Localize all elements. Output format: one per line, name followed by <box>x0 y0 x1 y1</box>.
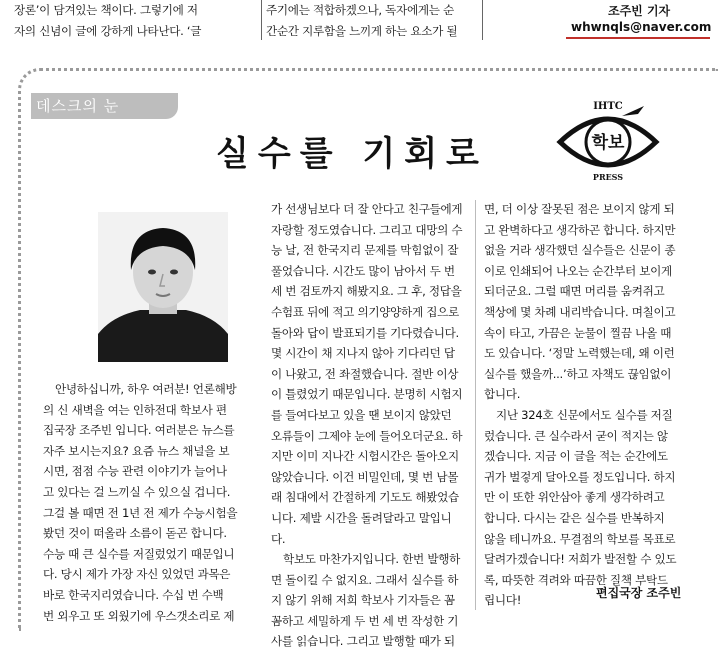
text-line: 지만 이미 지나간 시험시간은 돌아오지 <box>271 449 459 464</box>
text-line: 속이 타고, 가끔은 눈물이 찔끔 나올 때 <box>484 325 672 340</box>
text-line: 이 틀렸었기 때문입니다. 분명히 시험지 <box>271 387 463 402</box>
headline: 실수를 기회로 <box>216 134 488 174</box>
text-line: 만 이 또한 위안삼아 좋게 생각하려고 <box>484 490 665 505</box>
text-line: 지 않기 위해 저희 학보사 기자들은 꼼 <box>271 593 455 608</box>
text-line: 면 돌이킬 수 없지요. 그래서 실수를 하 <box>271 572 459 587</box>
byline: 편집국장 조주빈 <box>596 586 682 600</box>
text-line: 다. 당시 제가 가장 자신 있었던 과목은 <box>43 567 231 582</box>
article-column-2 <box>271 199 471 652</box>
text-line: 지난 324호 신문에서도 실수를 저질 <box>496 407 673 422</box>
text-line: 번 외우고 또 외웠기에 우스갯소리로 제 <box>43 608 235 623</box>
text-line: 오류들이 그제야 눈에 들어오더군요. 하 <box>271 428 463 443</box>
text-line: 이로 인쇄되어 나오는 순간부터 보이게 <box>484 263 672 278</box>
text-line: 록, 따뜻한 격려와 따끔한 질책 부탁드 <box>484 572 668 587</box>
text-line: 봤던 것이 떠올라 소름이 돋곤 합니다. <box>43 526 227 541</box>
logo-bottom-text: PRESS <box>592 172 624 182</box>
text-line: 간순간 지루함을 느끼게 하는 요소가 될 <box>266 23 458 38</box>
text-line: 장론’이 담겨있는 책이다. 그렇기에 저 <box>14 3 198 17</box>
text-line: 풀었습니다. 시간도 많이 남아서 두 번 <box>271 263 455 278</box>
previous-article-column-1 <box>14 0 259 41</box>
text-line: 능 날, 전 한국지리 문제를 막힘없이 잘 <box>271 243 459 258</box>
text-line: 책상에 몇 차례 내리박습니다. 며칠이고 <box>484 304 676 319</box>
text-line: 겠습니다. 지금 이 글을 적는 순간에도 <box>484 449 668 464</box>
column-divider <box>482 0 483 40</box>
reporter-email[interactable]: whwnqls@naver.com <box>571 20 712 34</box>
article-column-3 <box>484 199 684 611</box>
text-line: 세 번 검토까지 해봤지요. 그 후, 정답을 <box>271 284 462 299</box>
text-line: 고 완벽하다고 생각하곤 합니다. 하지만 <box>484 222 676 237</box>
text-line: 합니다. 다시는 같은 실수를 반복하지 <box>484 510 665 525</box>
text-line: 가 선생님보다 더 잘 안다고 친구들에게 <box>271 202 463 216</box>
logo-top-text: IHTC <box>593 101 623 112</box>
text-line: 않을 테니까요. 무결점의 학보를 목표로 <box>484 531 676 546</box>
text-line: 고 있다는 걸 느끼실 수 있으실 겁니다. <box>43 484 231 499</box>
article-column-1 <box>43 379 255 626</box>
email-underline <box>566 37 710 39</box>
text-line: 시면, 점점 수능 관련 이야기가 늘어나 <box>43 464 227 479</box>
text-line: 다. <box>271 531 286 546</box>
text-line: 자랑할 정도였습니다. 그리고 대망의 수 <box>271 222 463 237</box>
text-line: 합니다. <box>484 387 521 402</box>
text-line: 자의 신념이 글에 강하게 나타난다. ‘글 <box>14 23 202 38</box>
reporter-name: 조주빈 기자 <box>608 4 671 18</box>
text-line: 않았습니다. 이건 비밀인데, 몇 번 남몰 <box>271 469 459 484</box>
column-divider <box>475 200 476 610</box>
text-line: 주기에는 적합하겠으나, 독자에게는 순 <box>266 3 454 17</box>
previous-article-strip <box>0 0 718 44</box>
text-line: 도 있습니다. ‘정말 노력했는데, 왜 이런 <box>484 346 675 361</box>
text-line: 렀습니다. 큰 실수라서 굳이 적지는 않 <box>484 428 668 443</box>
logo-center-text: 학보 <box>591 133 625 153</box>
text-line: 되더군요. 그럴 때면 머리를 움켜쥐고 <box>484 284 665 299</box>
text-line: 돌아와 답이 발표되기를 기다렸습니다. <box>271 325 459 340</box>
text-line: 실수를 했을까...’하고 자책도 끊임없이 <box>484 366 672 381</box>
text-line: 귀가 벌겋게 달아오를 정도입니다. 하지 <box>484 469 676 484</box>
text-line: 수험표 뒤에 적고 의기양양하게 집으로 <box>271 304 459 319</box>
text-line: 안녕하십니까, 하우 여러분! 언론해방 <box>55 382 237 396</box>
author-photo <box>98 212 228 362</box>
column-divider <box>261 0 262 40</box>
text-line: 니다. 제발 시간을 돌려달라고 말입니 <box>271 510 452 525</box>
text-line: 의 신 새벽을 여는 인하전대 학보사 편 <box>43 402 227 417</box>
text-line: 사를 읽습니다. 그리고 발행할 때가 되 <box>271 634 455 649</box>
text-line: 달려가겠습니다! 저희가 발전할 수 있도 <box>484 552 677 567</box>
press-logo <box>556 96 660 182</box>
text-line: 집국장 조주빈 입니다. 여러분은 뉴스를 <box>43 423 235 438</box>
text-line: 래 침대에서 간절하게 기도도 해봤었습 <box>271 490 459 505</box>
previous-article-column-2 <box>266 0 471 41</box>
text-line: 몇 시간이 채 지나지 않아 기다리던 답 <box>271 346 455 361</box>
text-line: 학보도 마찬가지입니다. 한번 발행하 <box>283 552 461 567</box>
text-line: 면, 더 이상 잘못된 점은 보이지 않게 되 <box>484 202 675 216</box>
text-line: 수능 때 큰 실수를 저질렀었기 때문입니 <box>43 546 235 561</box>
text-line: 없을 거라 생각했던 실수들은 신문이 종 <box>484 243 676 258</box>
text-line: 이 나왔고, 전 좌절했습니다. 절반 이상 <box>271 366 459 381</box>
text-line: 자주 보시는지요? 요즘 뉴스 채널을 보 <box>43 443 230 458</box>
text-line: 를 들여다보고 있을 땐 보이지 않았던 <box>271 407 452 422</box>
text-line: 립니다! <box>484 593 522 608</box>
section-tag: 데스크의 눈 <box>36 97 120 115</box>
text-line: 그걸 볼 때면 전 1년 전 제가 수능시험을 <box>43 505 238 520</box>
text-line: 바로 한국지리였습니다. 수십 번 수백 <box>43 587 224 602</box>
text-line: 꼼하고 세밀하게 두 번 세 번 작성한 기 <box>271 613 459 628</box>
